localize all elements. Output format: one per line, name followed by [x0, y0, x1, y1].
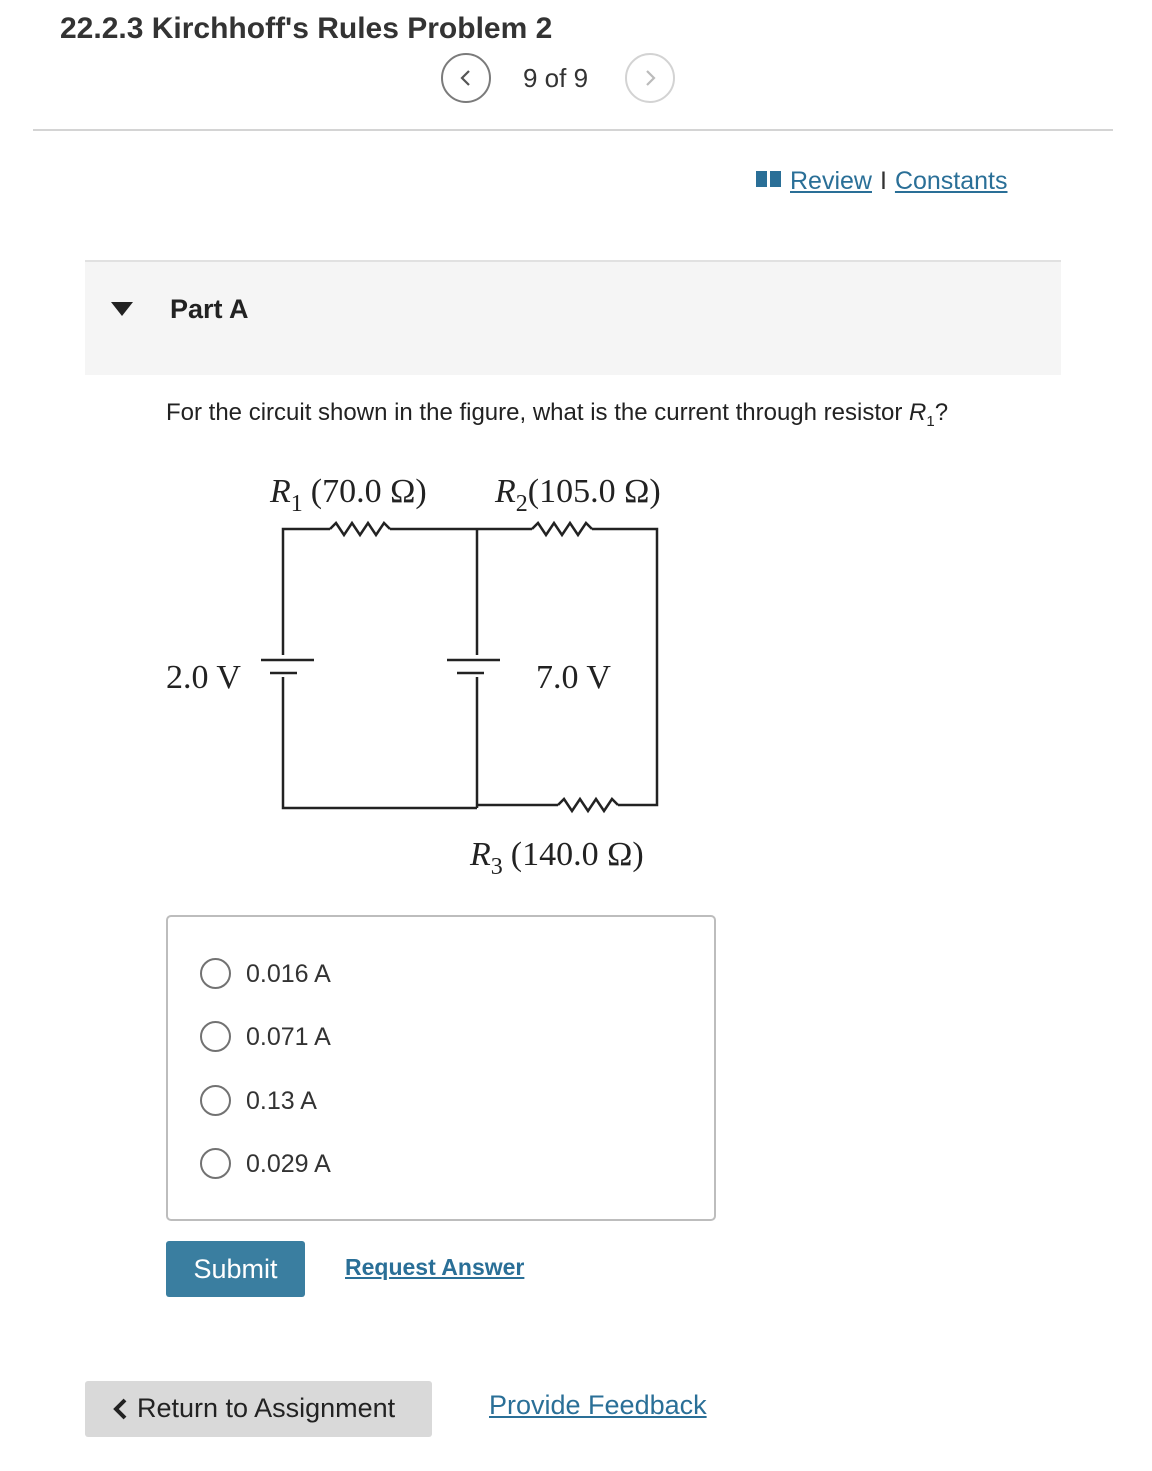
chevron-left-icon — [111, 1397, 129, 1421]
resistor-r3 — [558, 799, 618, 811]
page-title: 22.2.3 Kirchhoff's Rules Problem 2 — [60, 12, 553, 45]
pager — [441, 53, 681, 103]
question-text — [166, 399, 948, 430]
question-prefix: For the circuit shown in the figure, what is the current through resistor — [166, 399, 910, 426]
resistor-r2 — [532, 523, 592, 535]
return-label: Return to Assignment — [137, 1393, 396, 1423]
next-button[interactable] — [625, 53, 675, 103]
r1-label: $R_1$ (70.0 Ω) — [270, 473, 427, 517]
r3-label: $R_3$ (140.0 Ω) — [470, 836, 644, 880]
question-subscript: 1 — [926, 412, 935, 430]
circuit-diagram — [150, 455, 710, 895]
question-suffix: ? — [934, 399, 949, 426]
radio-button[interactable] — [200, 958, 231, 989]
part-header[interactable] — [85, 260, 1061, 375]
header-divider — [33, 129, 1113, 131]
part-label: Part A — [170, 294, 249, 324]
answer-label: 0.016 A — [246, 960, 331, 988]
question-variable: R — [909, 399, 927, 426]
links-separator: I — [879, 167, 887, 195]
chevron-left-icon — [456, 68, 476, 88]
radio-button[interactable] — [200, 1085, 231, 1116]
wire-bottom-left — [283, 677, 477, 808]
resistor-r1 — [330, 523, 390, 535]
book-icon — [756, 170, 782, 188]
pager-position: 9 of 9 — [523, 63, 589, 93]
resource-links — [756, 167, 1008, 196]
constants-link[interactable]: Constants — [894, 167, 1008, 195]
provide-feedback-link[interactable]: Provide Feedback — [489, 1390, 707, 1420]
answer-options — [166, 915, 716, 1221]
answer-label: 0.071 A — [246, 1023, 331, 1051]
v1-label: 2.0 V — [166, 659, 241, 696]
answer-label: 0.029 A — [246, 1150, 331, 1178]
previous-button[interactable] — [441, 53, 491, 103]
submit-button[interactable]: Submit — [166, 1241, 305, 1297]
answer-label: 0.13 A — [246, 1087, 317, 1115]
caret-down-icon — [111, 302, 133, 316]
r2-label: $R_2(105.0$ Ω) — [495, 473, 661, 517]
wire-top-left — [283, 529, 330, 655]
request-answer-link[interactable]: Request Answer — [345, 1254, 525, 1280]
review-link[interactable]: Review — [790, 167, 872, 195]
radio-button[interactable] — [200, 1021, 231, 1052]
v2-label: 7.0 V — [536, 659, 611, 696]
return-to-assignment-button[interactable] — [85, 1381, 432, 1437]
radio-button[interactable] — [200, 1148, 231, 1179]
chevron-right-icon — [640, 68, 660, 88]
